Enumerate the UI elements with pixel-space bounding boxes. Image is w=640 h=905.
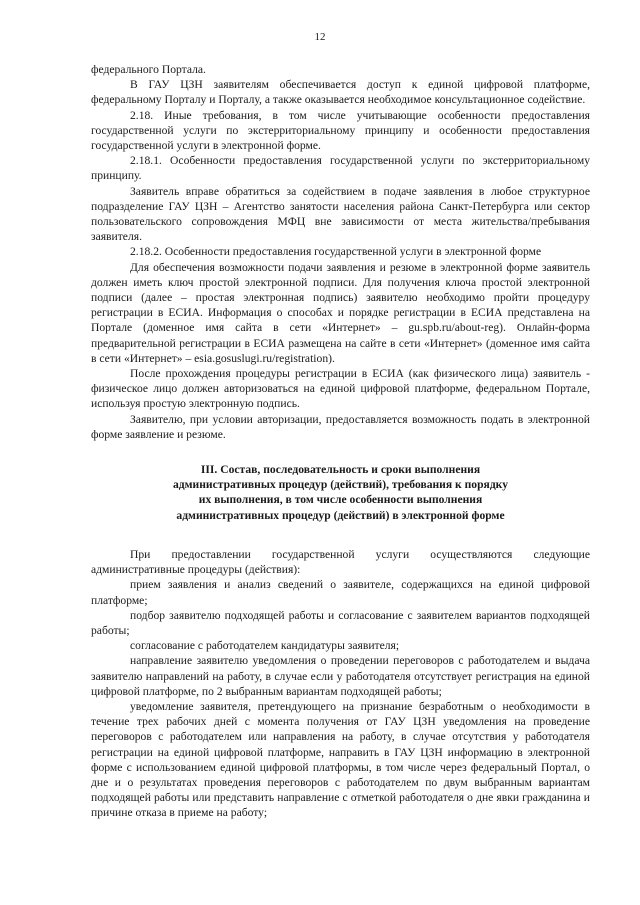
paragraph: Заявителю, при условии авторизации, предоставляется возможность подать в электронной форме заявление и резюме. [91,412,590,441]
list-item: подбор заявителю подходящей работы и согласование с заявителем вариантов подходящей работы; [91,608,590,637]
list-item: уведомление заявителя, претендующего на признание безработным о необходимости в течение трех рабочих дней с момента получения от ГАУ ЦЗН уведомления на проведение переговоров с работодателем или направления на работу, в случае отсутствия у работодателя регистрации на единой цифровой платформе, направить в ГАУ ЦЗН информацию в электронной форме с использованием единой цифровой платформы, в том числе через федеральный Портал, о дне и о результатах проведения переговоров с работодателем по двум выбранным вариантам подходящей работы или представить направление с отметкой работодателя о дне явки гражданина и причине отказа в приеме на работу; [91,699,590,820]
paragraph: Заявитель вправе обратиться за содействием в подаче заявления в любое структурное подразделение ГАУ ЦЗН – Агентство занятости населения района Санкт-Петербурга или сектор пользовательского сопровождения МФЦ вне зависимости от места жительства/пребывания заявителя. [91,184,590,244]
page-number: 12 [314,31,326,43]
section-heading-line: административных процедур (действий), требования к порядку [173,478,508,492]
paragraph: 2.18.1. Особенности предоставления государственной услуги по экстерриториальному принципу. [91,154,590,183]
section-heading-line: их выполнения, в том числе особенности выполнения [198,493,483,507]
section-heading-line: III. Состав, последовательность и сроки выполнения [200,463,481,477]
paragraph: 2.18.2. Особенности предоставления государственной услуги в электронной форме [130,245,542,259]
paragraph: В ГАУ ЦЗН заявителям обеспечивается доступ к единой цифровой платформе, федеральному Порталу и Порталу, а также оказывается необходимое консультационное содействие. [91,78,590,107]
paragraph: федерального Портала. [91,63,206,76]
list-item: прием заявления и анализ сведений о заявителе, содержащихся на единой цифровой платформе; [91,578,590,607]
paragraph: 2.18. Иные требования, в том числе учитывающие особенности предоставления государственной услуги по экстерриториальному принципу и особенности предоставления государственной услуги в электронной форме. [91,108,590,153]
section-heading [91,462,590,523]
paragraph: Для обеспечения возможности подачи заявления и резюме в электронной форме заявитель должен иметь ключ простой электронной подписи. Для получения ключа простой электронной подписи (далее – простая электронная подпись) заявителю необходимо пройти процедуру регистрации в ЕСИА. Информация о способах и порядке регистрации в ЕСИА представлена на Портале (доменное имя сайта в сети «Интернет» – gu.spb.ru/about-reg). Онлайн-форма предварительной регистрации в ЕСИА размещена на сайте в сети «Интернет» (доменное имя сайта в сети «Интернет» – esia.gosuslugi.ru/registration). [91,260,590,365]
section-heading-line: административных процедур (действий) в электронной форме [176,508,505,522]
document-body [91,62,590,821]
list-item: согласование с работодателем кандидатуры заявителя; [130,639,400,653]
list-item: направление заявителю уведомления о проведении переговоров с работодателем и выдача заявителю направлений на работу, в случае если у работодателя отсутствует регистрация на единой цифровой платформе, по 2 выбранным вариантам подходящей работы; [91,654,590,698]
paragraph: После прохождения процедуры регистрации в ЕСИА (как физического лица) заявитель - физическое лицо должен авторизоваться на единой цифровой платформе, федеральном Портале, используя простую электронную подпись. [91,367,590,411]
paragraph: При предоставлении государственной услуги осуществляются следующие административные процедуры (действия): [91,547,590,577]
